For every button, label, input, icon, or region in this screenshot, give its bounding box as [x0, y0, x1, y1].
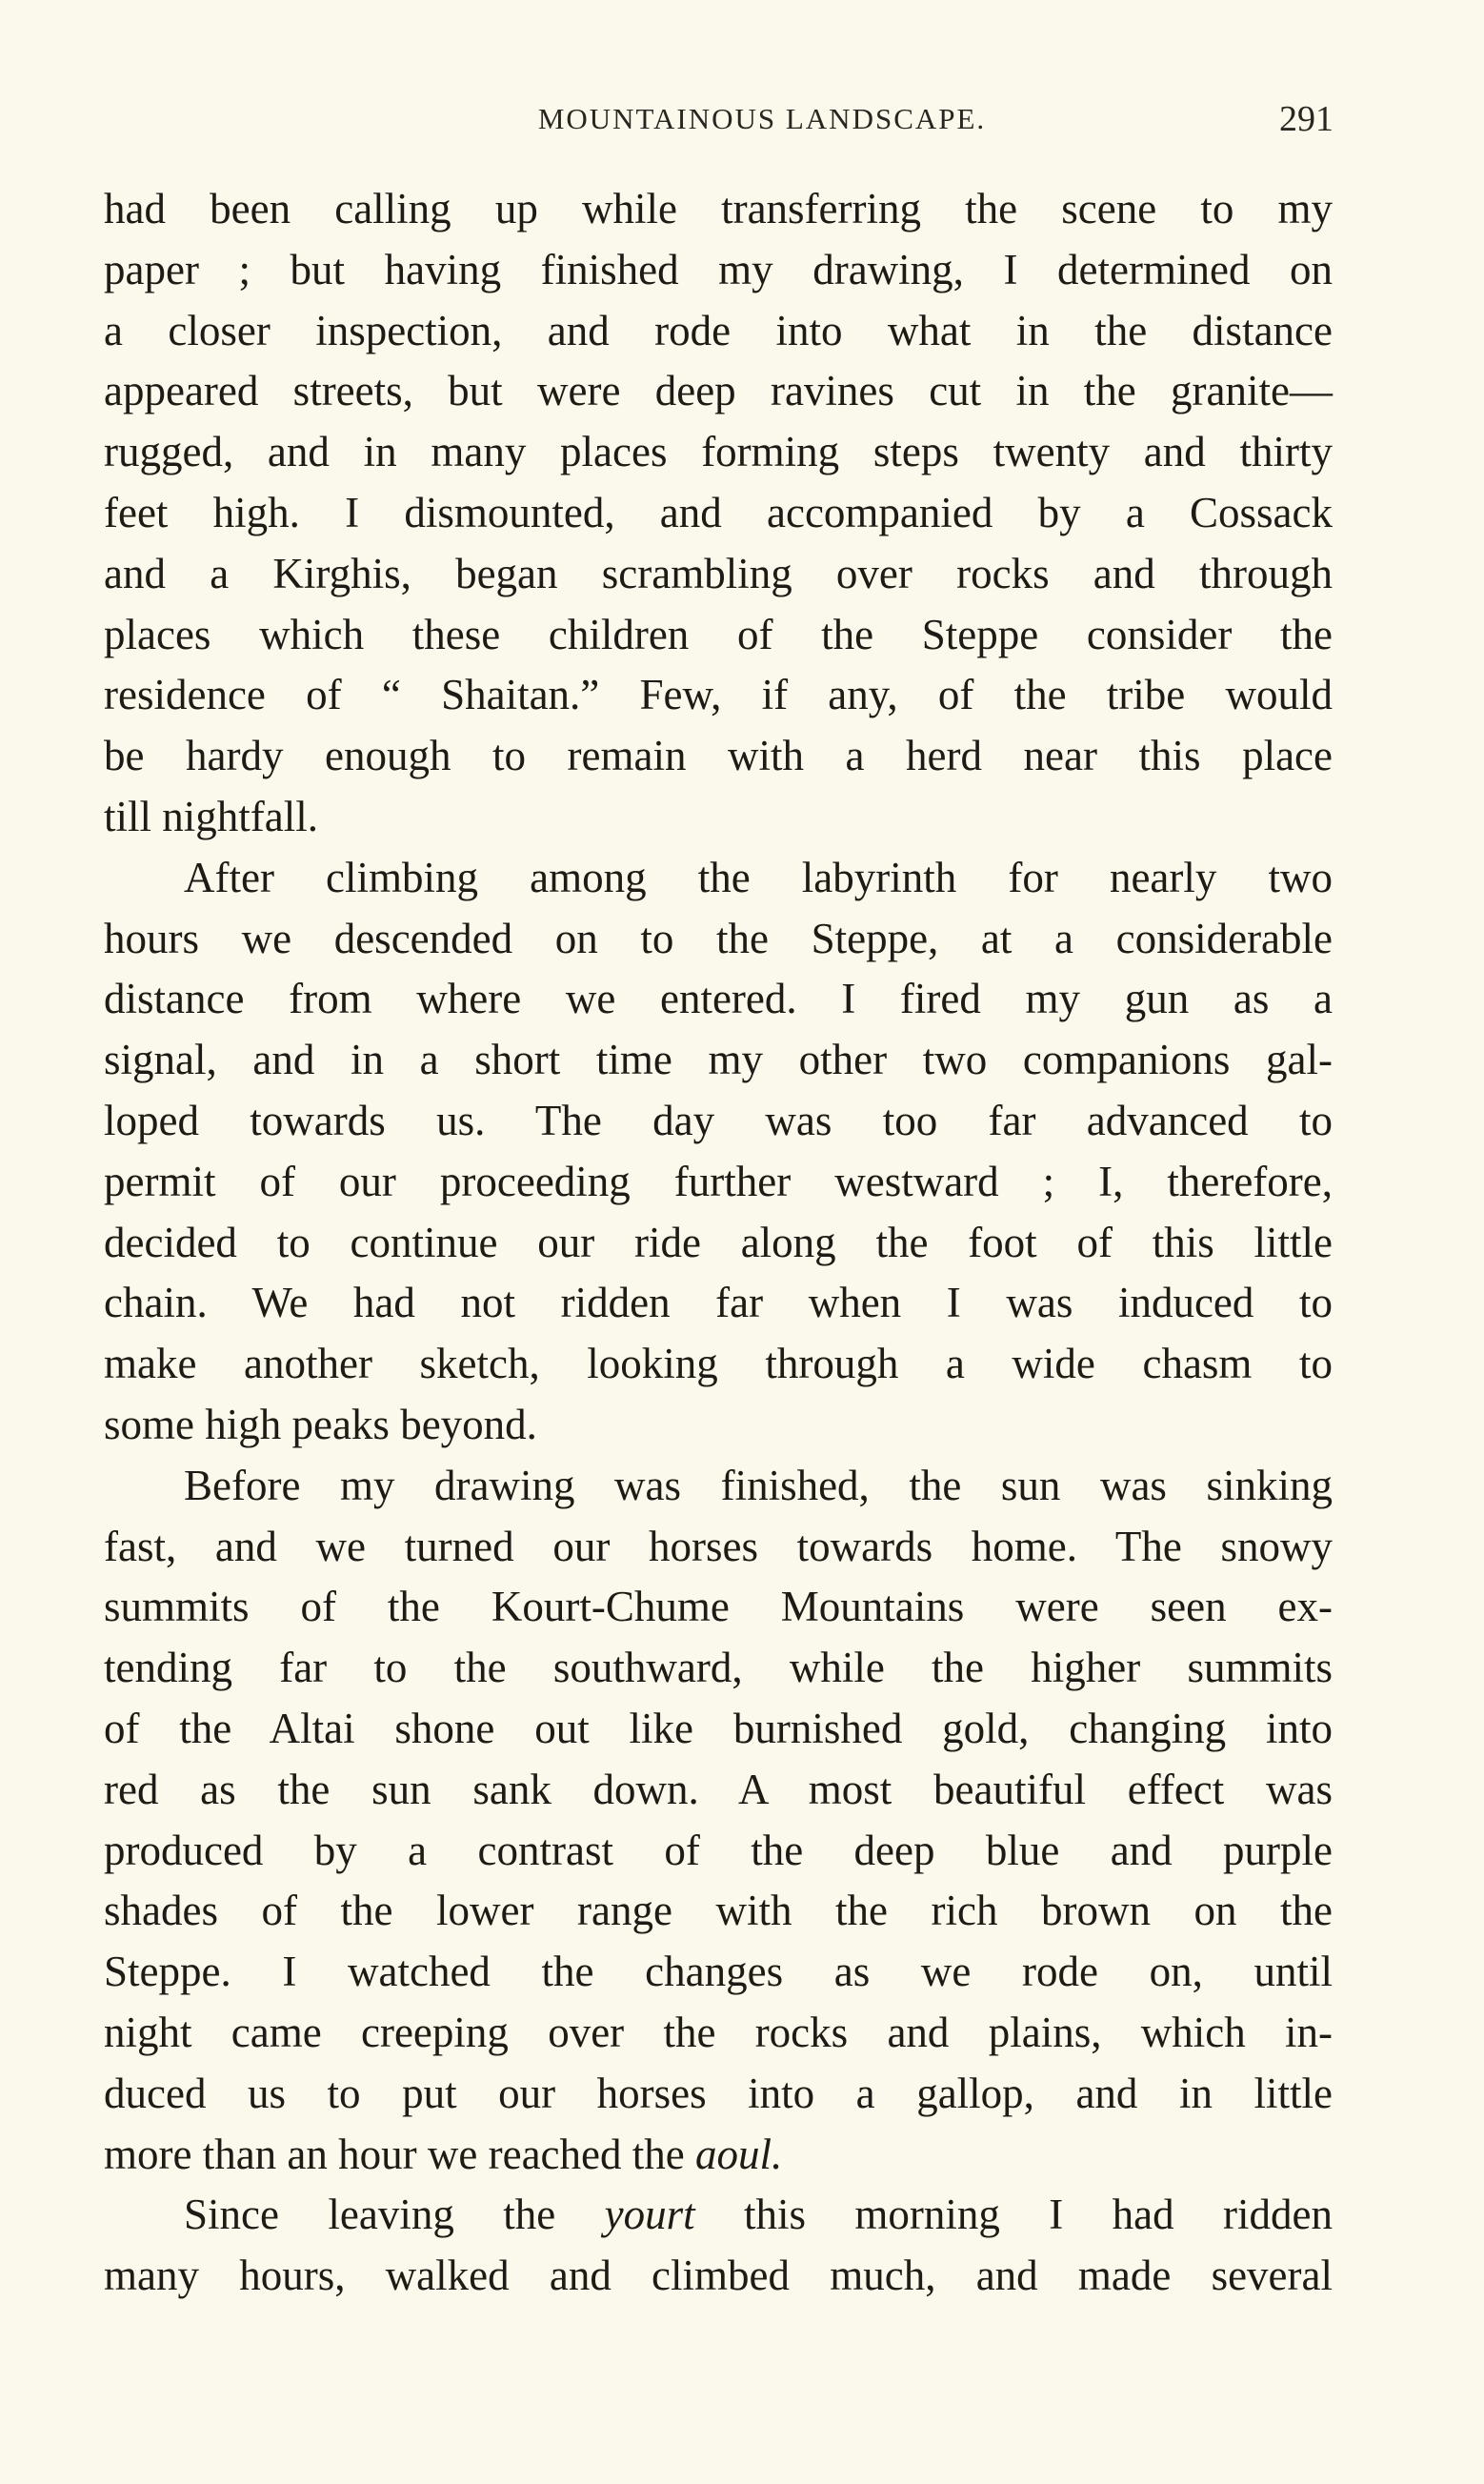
text-line [104, 2185, 1333, 2246]
text-line: permit of our proceeding further westward ; I, therefore, [104, 1157, 1333, 1205]
text-run: more than an hour we reached the [104, 2130, 695, 2178]
text-line: hours we descended on to the Steppe, at a considerable [104, 914, 1333, 962]
text-line: tending far to the southward, while the higher summits [104, 1644, 1333, 1692]
body-text [104, 179, 1333, 2307]
text-run: Since leaving the [184, 2191, 605, 2239]
text-line: and a Kirghis, began scrambling over rocks and through [104, 549, 1333, 597]
text-line: signal, and in a short time my other two companions gal- [104, 1036, 1333, 1084]
text-line: make another sketch, looking through a wide chasm to [104, 1340, 1333, 1388]
text-line: duced us to put our horses into a gallop, and in little [104, 2069, 1333, 2117]
italic-word: aoul. [694, 2130, 783, 2178]
text-line: loped towards us. The day was too far advanced to [104, 1096, 1333, 1144]
text-line: red as the sun sank down. A most beautiful effect was [104, 1765, 1333, 1813]
paragraph [104, 1456, 1333, 2186]
text-line: some high peaks beyond. [104, 1400, 537, 1448]
text-line: be hardy enough to remain with a herd near this place [104, 732, 1333, 780]
paragraph [104, 848, 1333, 1456]
text-line: decided to continue our ride along the foot of this little [104, 1218, 1333, 1266]
text-line [104, 2125, 1333, 2186]
text-line: Before my drawing was finished, the sun was sinking [184, 1461, 1333, 1509]
text-line: of the Altai shone out like burnished gold, changing into [104, 1704, 1333, 1752]
text-line: rugged, and in many places forming steps twenty and thirty [104, 428, 1333, 476]
italic-word: yourt [604, 2191, 695, 2239]
text-line: distance from where we entered. I fired my gun as a [104, 975, 1333, 1023]
running-title: MOUNTAINOUS LANDSCAPE. [537, 102, 987, 135]
text-line: residence of “ Shaitan.” Few, if any, of the tribe would [104, 671, 1333, 719]
text-line: many hours, walked and climbed much, and made several [104, 2252, 1333, 2300]
text-line: places which these children of the Steppe consider the [104, 610, 1333, 658]
text-run: this morning I had ridden [694, 2191, 1333, 2239]
text-line: chain. We had not ridden far when I was induced to [104, 1279, 1333, 1327]
text-line: Steppe. I watched the changes as we rode on, until [104, 1948, 1333, 1996]
text-line: appeared streets, but were deep ravines cut in the granite— [104, 367, 1333, 415]
text-line: night came creeping over the rocks and plains, which in- [104, 2008, 1333, 2056]
text-line: fast, and we turned our horses towards home. The snowy [104, 1522, 1333, 1570]
text-line: shades of the lower range with the rich brown on the [104, 1887, 1333, 1935]
text-line: had been calling up while transferring the scene to my [104, 185, 1333, 232]
text-line: After climbing among the labyrinth for nearly two [184, 853, 1333, 901]
text-line: feet high. I dismounted, and accompanied by a Cossack [104, 488, 1333, 536]
text-line: till nightfall. [104, 792, 318, 840]
text-line: produced by a contrast of the deep blue and purple [104, 1826, 1333, 1874]
text-line: a closer inspection, and rode into what in the distance [104, 306, 1333, 354]
page-number: 291 [1279, 99, 1334, 139]
paragraph [104, 179, 1333, 848]
text-line: summits of the Kourt-Chume Mountains were seen ex- [104, 1583, 1333, 1631]
running-head [105, 96, 1334, 144]
text-line: paper ; but having finished my drawing, I determined on [104, 245, 1333, 293]
paragraph [104, 2185, 1333, 2307]
